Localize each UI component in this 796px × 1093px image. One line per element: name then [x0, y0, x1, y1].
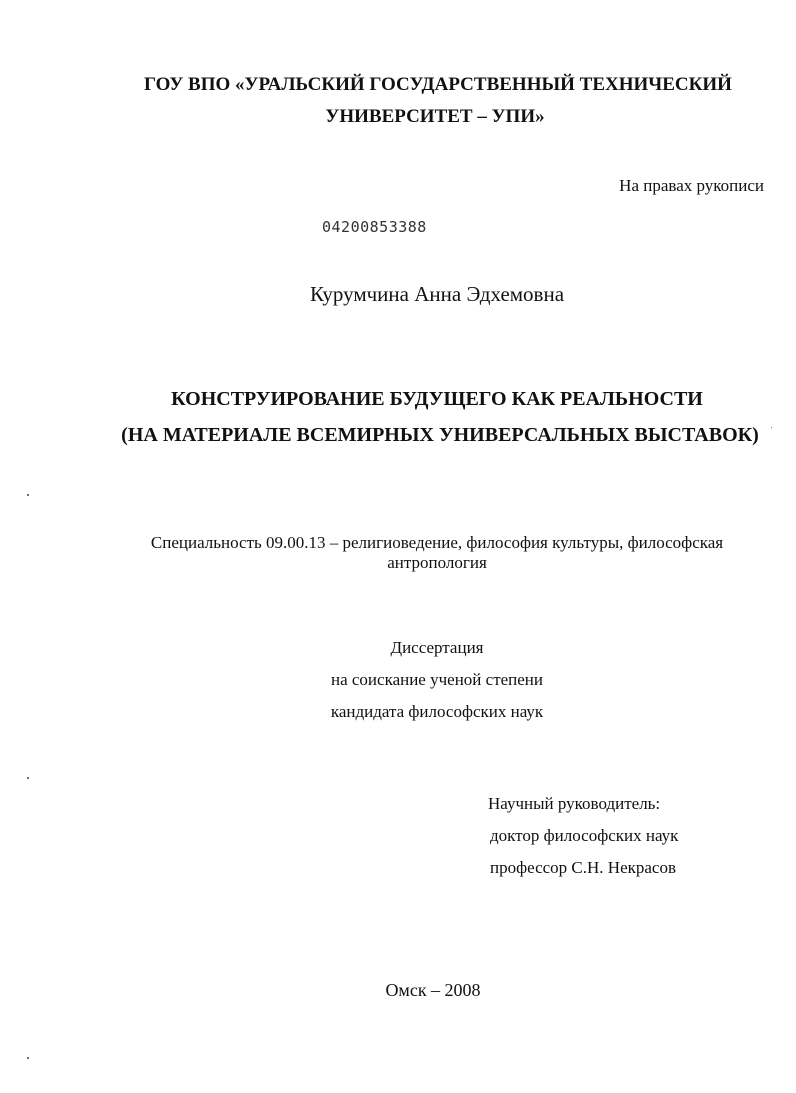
scan-speck: [771, 427, 772, 428]
institution-name-line-1: ГОУ ВПО «УРАЛЬСКИЙ ГОСУДАРСТВЕННЫЙ ТЕХНИЧЕСКИЙ: [144, 74, 732, 95]
catalog-code: 04200853388: [322, 218, 427, 236]
specialty-line-2: антропология: [387, 553, 487, 572]
scan-speck: [27, 777, 29, 779]
dissertation-label: Диссертация: [390, 638, 484, 657]
supervisor-name: профессор С.Н. Некрасов: [490, 858, 676, 877]
degree-purpose: на соискание ученой степени: [330, 670, 544, 689]
dissertation-title-line-1: КОНСТРУИРОВАНИЕ БУДУЩЕГО КАК РЕАЛЬНОСТИ: [171, 388, 703, 410]
supervisor-label: Научный руководитель:: [488, 794, 661, 813]
degree-name: кандидата философских наук: [330, 702, 544, 721]
rights-note: На правах рукописи: [619, 176, 764, 195]
city-year: Омск – 2008: [385, 980, 481, 1000]
author-name: Курумчина Анна Эдхемовна: [309, 282, 565, 306]
scan-speck: [27, 1057, 29, 1059]
specialty-line-1: Специальность 09.00.13 – религиоведение, философия культуры, философская: [150, 533, 724, 552]
dissertation-title-line-2: (НА МАТЕРИАЛЕ ВСЕМИРНЫХ УНИВЕРСАЛЬНЫХ ВЫСТАВОК): [121, 424, 759, 446]
institution-name-line-2: УНИВЕРСИТЕТ – УПИ»: [325, 106, 545, 127]
scan-speck: [27, 494, 29, 496]
supervisor-degree: доктор философских наук: [490, 826, 679, 845]
